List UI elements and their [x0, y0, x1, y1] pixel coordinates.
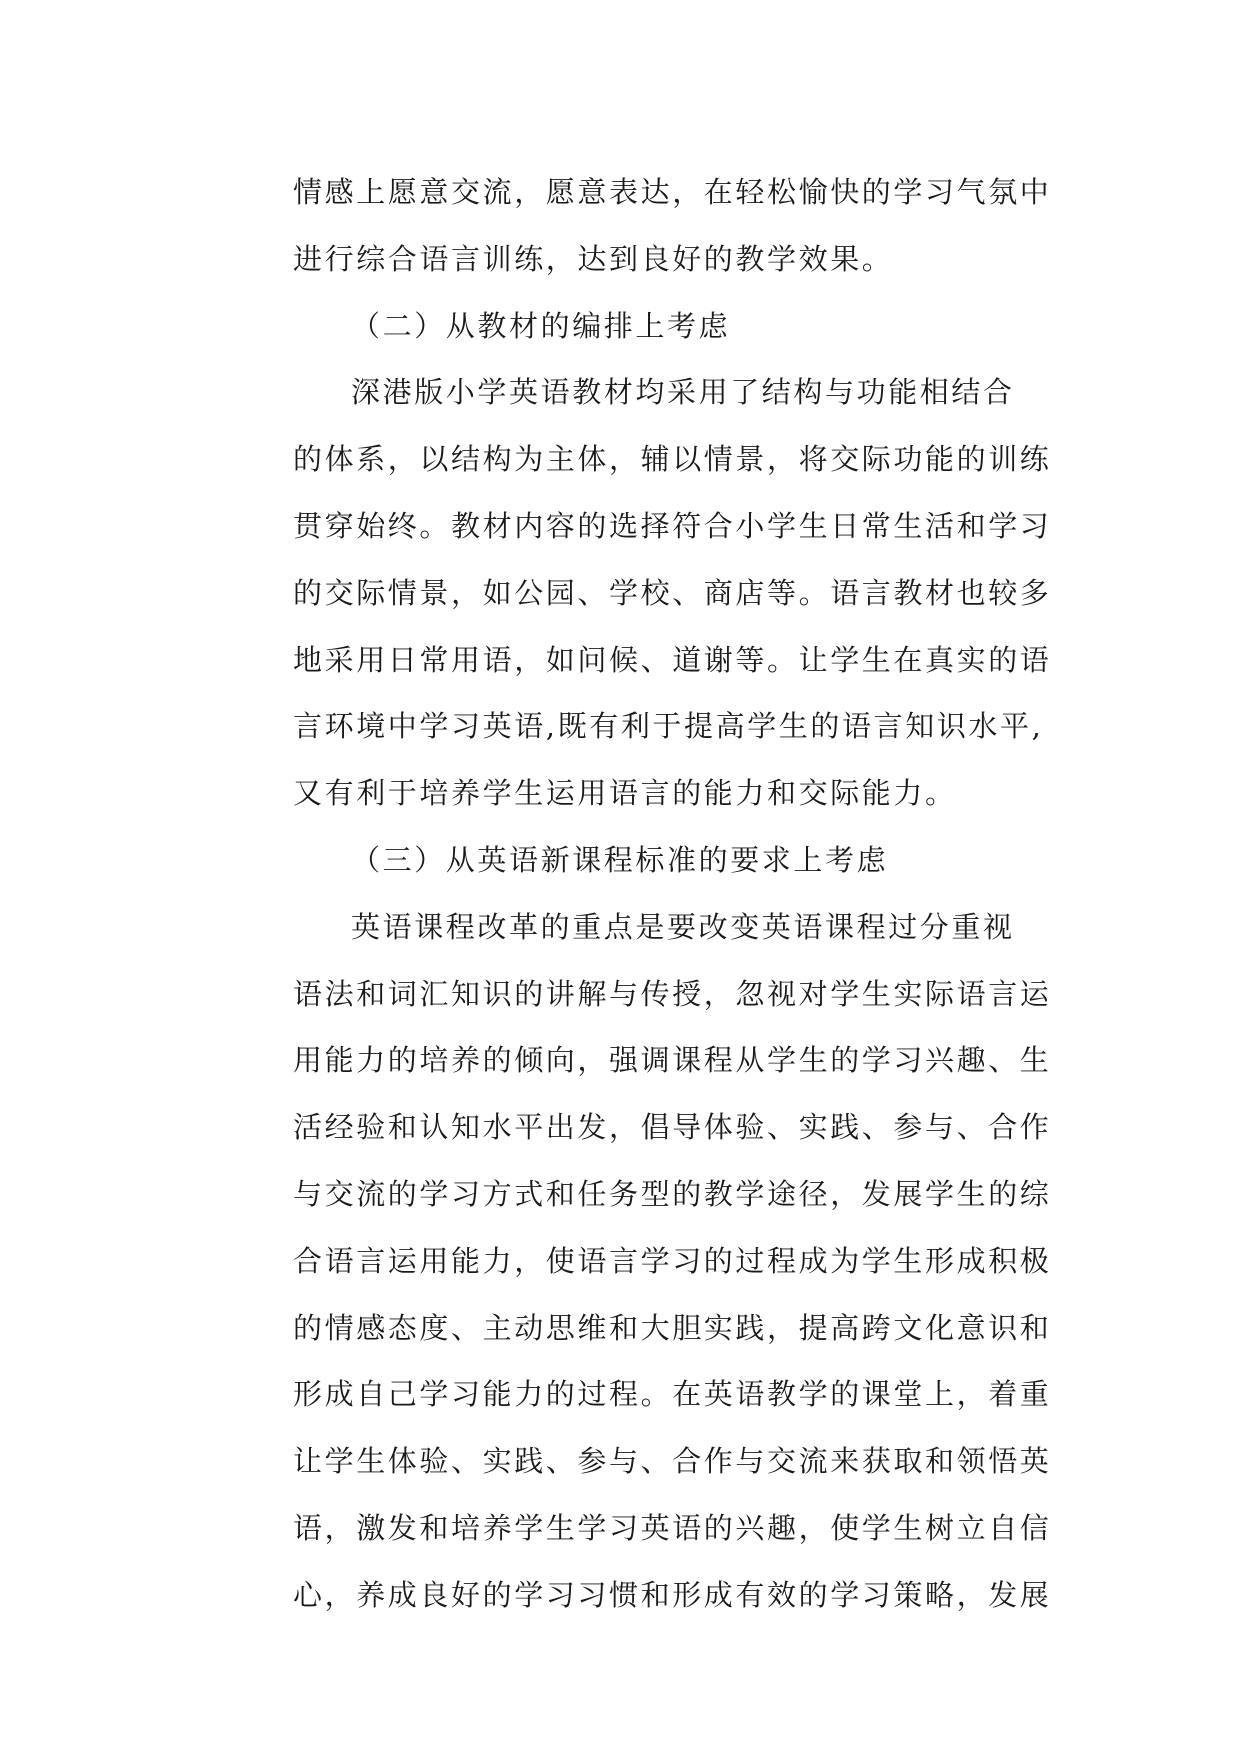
- paragraph-first-line: 深港版小学英语教材均采用了结构与功能相结合: [351, 375, 1015, 410]
- text-line: 形成自己学习能力的过程。在英语教学的课堂上，着重: [293, 1377, 1052, 1412]
- text-line: 情感上愿意交流，愿意表达，在轻松愉快的学习气氛中: [293, 175, 1052, 209]
- text-line: 让学生体验、实践、参与、合作与交流来获取和领悟英: [293, 1444, 1052, 1479]
- text-line: 的交际情景，如公园、学校、商店等。语言教材也较多: [293, 575, 1052, 610]
- text-line: 与交流的学习方式和任务型的教学途径，发展学生的综: [293, 1176, 1052, 1211]
- text-line: 活经验和认知水平出发，倡导体验、实践、参与、合作: [293, 1110, 1052, 1145]
- text-line: 言环境中学习英语,既有利于提高学生的语言知识水平,: [293, 709, 1044, 744]
- text-line: 心，养成良好的学习习惯和形成有效的学习策略，发展: [293, 1577, 1052, 1612]
- text-line: 语法和词汇知识的讲解与传授，忽视对学生实际语言运: [293, 976, 1052, 1011]
- text-line: 合语言运用能力，使语言学习的过程成为学生形成积极: [293, 1243, 1052, 1278]
- text-line: 贯穿始终。教材内容的选择符合小学生日常生活和学习: [293, 508, 1052, 543]
- text-line: 的情感态度、主动思维和大胆实践，提高跨文化意识和: [293, 1310, 1052, 1345]
- text-line: 语，激发和培养学生学习英语的兴趣，使学生树立自信: [293, 1510, 1052, 1545]
- paragraph-first-line: 英语课程改革的重点是要改变英语课程过分重视: [351, 909, 1015, 944]
- paragraph-first-line: （二）从教材的编排上考虑: [351, 308, 731, 343]
- text-line: 的体系，以结构为主体，辅以情景，将交际功能的训练: [293, 442, 1052, 477]
- body-text: [293, 159, 1052, 1629]
- text-line: 用能力的培养的倾向，强调课程从学生的学习兴趣、生: [293, 1043, 1052, 1078]
- text-line: 又有利于培养学生运用语言的能力和交际能力。: [293, 776, 957, 811]
- paragraph-first-line: （三）从英语新课程标准的要求上考虑: [351, 842, 889, 877]
- text-line: 地采用日常用语，如问候、道谢等。让学生在真实的语: [293, 642, 1052, 677]
- text-line: 进行综合语言训练，达到良好的教学效果。: [293, 241, 894, 276]
